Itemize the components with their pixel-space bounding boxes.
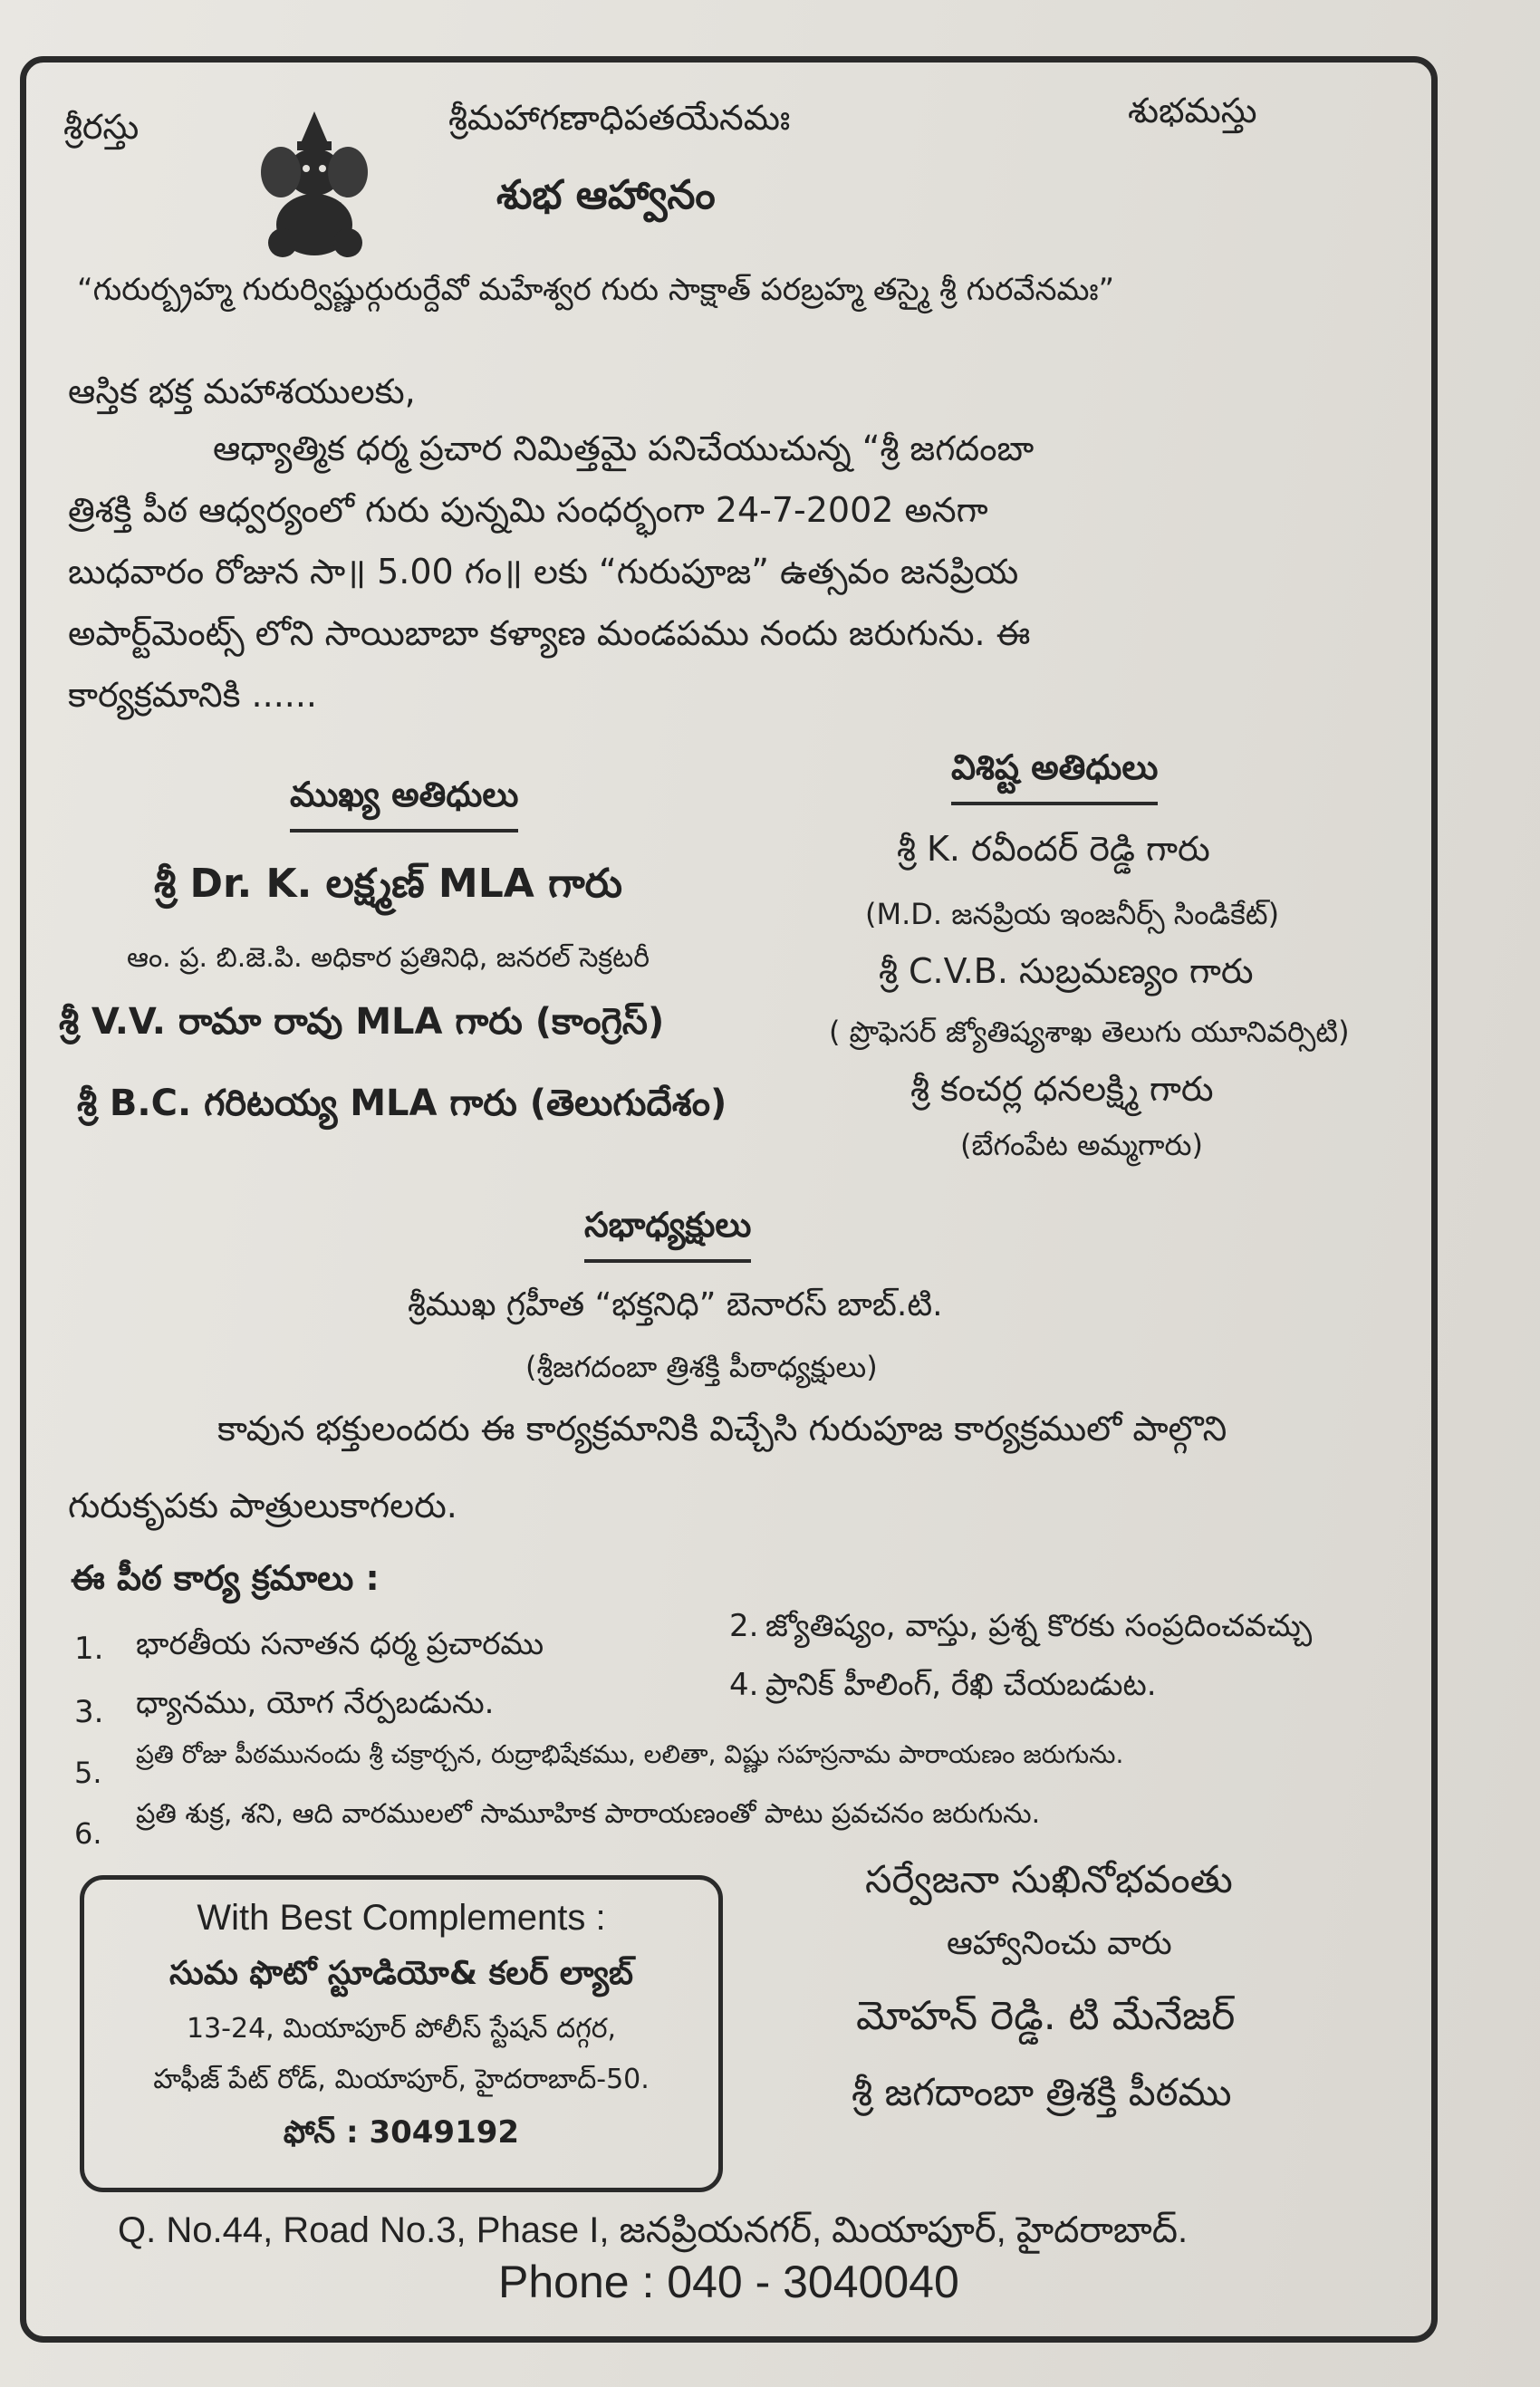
page-title: శుభ ఆహ్వానం (496, 172, 716, 218)
body-line-3: బుధవారం రోజున సా॥ 5.00 గం॥ లకు “గురుపూజ” ఉత్సవం జనప్రియ (68, 552, 1019, 592)
program-item: భారతీయ సనాతన ధర్మ ప్రచారము (136, 1626, 544, 1662)
inviter-name: మోహన్ రెడ్డి. టి మేనేజర్ (856, 1993, 1236, 2039)
compliments-box (80, 1875, 723, 2192)
special-guest-1: శ్రీ K. రవీందర్ రెడ్డి గారు (897, 829, 1210, 869)
special-guest-3: శ్రీ కంచర్ల ధనలక్ష్మి గారు (910, 1069, 1214, 1109)
chief-guest-1-desc: ఆం. ప్ర. బి.జె.పి. అధికార ప్రతినిధి, జనరల్ సెక్రటరీ (127, 942, 650, 974)
compliments-title: With Best Complements : (197, 1898, 606, 1938)
program-num: 2. (729, 1608, 759, 1644)
president-name: శ్రీముఖ గ్రహీత “భక్తనిధి” బెనారస్ బాబ్.టి. (408, 1286, 943, 1323)
invite-line-1: కావున భక్తులందరు ఈ కార్యక్రమానికి విచ్చేసి గురుపూజ కార్యక్రములో పాల్గొని (217, 1409, 1227, 1449)
header-center: శ్రీమహాగణాధిపతయేనమః (448, 98, 791, 138)
program-num: 6. (74, 1816, 102, 1851)
chief-guests-heading: ముఖ్య అతిధులు (290, 775, 518, 833)
blessing: సర్వేజనా సుఖినోభవంతు (865, 1857, 1233, 1901)
program-item: జ్యోతిష్యం, వాస్తు, ప్రశ్న కొరకు సంప్రదించవచ్చు (765, 1608, 1313, 1644)
president-desc: (శ్రీజగదంబా త్రిశక్తి పీఠాధ్యక్షులు) (525, 1350, 878, 1384)
studio-address-2: హఫీజ్ పేట్ రోడ్, మియాపూర్, హైదరాబాద్-50. (153, 2064, 650, 2095)
special-guest-3-desc: (బేగంపేట అమ్మగారు) (960, 1128, 1203, 1162)
program-num: 5. (74, 1756, 102, 1790)
studio-name: సుమ ఫొటో స్టూడియో& కలర్ ల్యాబ్ (168, 1955, 633, 1992)
greeting: ఆస్తిక భక్త మహాశయులకు, (68, 371, 416, 411)
special-guest-2-desc: ( ప్రొఫెసర్ జ్యోతిష్యశాఖ తెలుగు యూనివర్సిటి) (829, 1015, 1350, 1049)
invite-line-2: గురుకృపకు పాత్రులుకాగలరు. (68, 1486, 457, 1526)
header-right: శుభమస్తు (1128, 91, 1257, 130)
program-item: ధ్యానము, యోగ నేర్పబడును. (136, 1685, 495, 1721)
chief-guest-1: శ్రీ Dr. K. లక్ష్మణ్ MLA గారు (154, 861, 622, 907)
program-item: ప్రానిక్ హీలింగ్, రేఖి చేయబడుట. (765, 1667, 1157, 1703)
program-num: 3. (74, 1694, 104, 1730)
body-line-5: కార్యక్రమానికి ...... (68, 675, 318, 715)
studio-phone: ఫోన్ : 3049192 (283, 2114, 520, 2151)
footer-phone: Phone : 040 - 3040040 (498, 2257, 959, 2307)
footer-address: Q. No.44, Road No.3, Phase I, జనప్రియనగర్, మియాపూర్, హైదరాబాద్. (118, 2210, 1189, 2250)
body-line-2: త్రిశక్తి పీఠ ఆధ్వర్యంలో గురు పున్నమి సంధర్భంగా 24-7-2002 అనగా (68, 490, 988, 530)
ganesha-icon (246, 107, 382, 265)
header-left: శ్రీరస్తు (63, 107, 140, 147)
chief-guest-2: శ్రీ V.V. రామా రావు MLA గారు (కాంగ్రెస్) (59, 1001, 665, 1043)
special-guest-1-desc: (M.D. జనప్రియ ఇంజనీర్స్ సిండికేట్) (865, 897, 1280, 931)
program-num: 4. (729, 1667, 759, 1703)
special-guests-heading: విశిష్ట అతిధులు (951, 747, 1158, 805)
body-line-1: ఆధ్యాత్మిక ధర్మ ప్రచార నిమిత్తమై పనిచేయుచున్న “శ్రీ జగదంబా (213, 428, 1035, 468)
studio-address-1: 13-24, మియాపూర్ పోలీస్ స్టేషన్ దగ్గర, (186, 2013, 617, 2045)
organization: శ్రీ జగదాంబా త్రిశక్తి పీఠము (852, 2070, 1232, 2114)
special-guest-2: శ్రీ C.V.B. సుబ్రమణ్యం గారు (879, 951, 1254, 991)
sloka: “గురుర్బ్రహ్మ గురుర్విష్ణుర్గురుర్దేవో మహేశ్వర గురు సాక్షాత్ పరబ్రహ్మ తస్మై శ్రీ గురవేనమః” (77, 272, 1115, 308)
inviter-label: ఆహ్వానించు వారు (947, 1925, 1172, 1962)
chief-guest-3: శ్రీ B.C. గరిటయ్య MLA గారు (తెలుగుదేశం) (77, 1083, 727, 1124)
program-item: ప్రతి శుక్ర, శని, ఆది వారములలో సామూహిక పారాయణంతో పాటు ప్రవచనం జరుగును. (136, 1798, 1041, 1830)
program-item: ప్రతి రోజు పీఠమునందు శ్రీ చక్రార్చన, రుద్రాభిషేకము, లలితా, విష్ణు సహస్రనామ పారాయణం జరుగును. (136, 1739, 1124, 1769)
program-num: 1. (74, 1631, 104, 1667)
programs-heading: ఈ పీఠ కార్య క్రమాలు : (71, 1558, 380, 1598)
president-heading: సభాధ్యక్షులు (584, 1205, 751, 1263)
body-line-4: అపార్ట్‌మెంట్స్ లోని సాయిబాబా కళ్యాణ మండపము నందు జరుగును. ఈ (68, 613, 1031, 653)
